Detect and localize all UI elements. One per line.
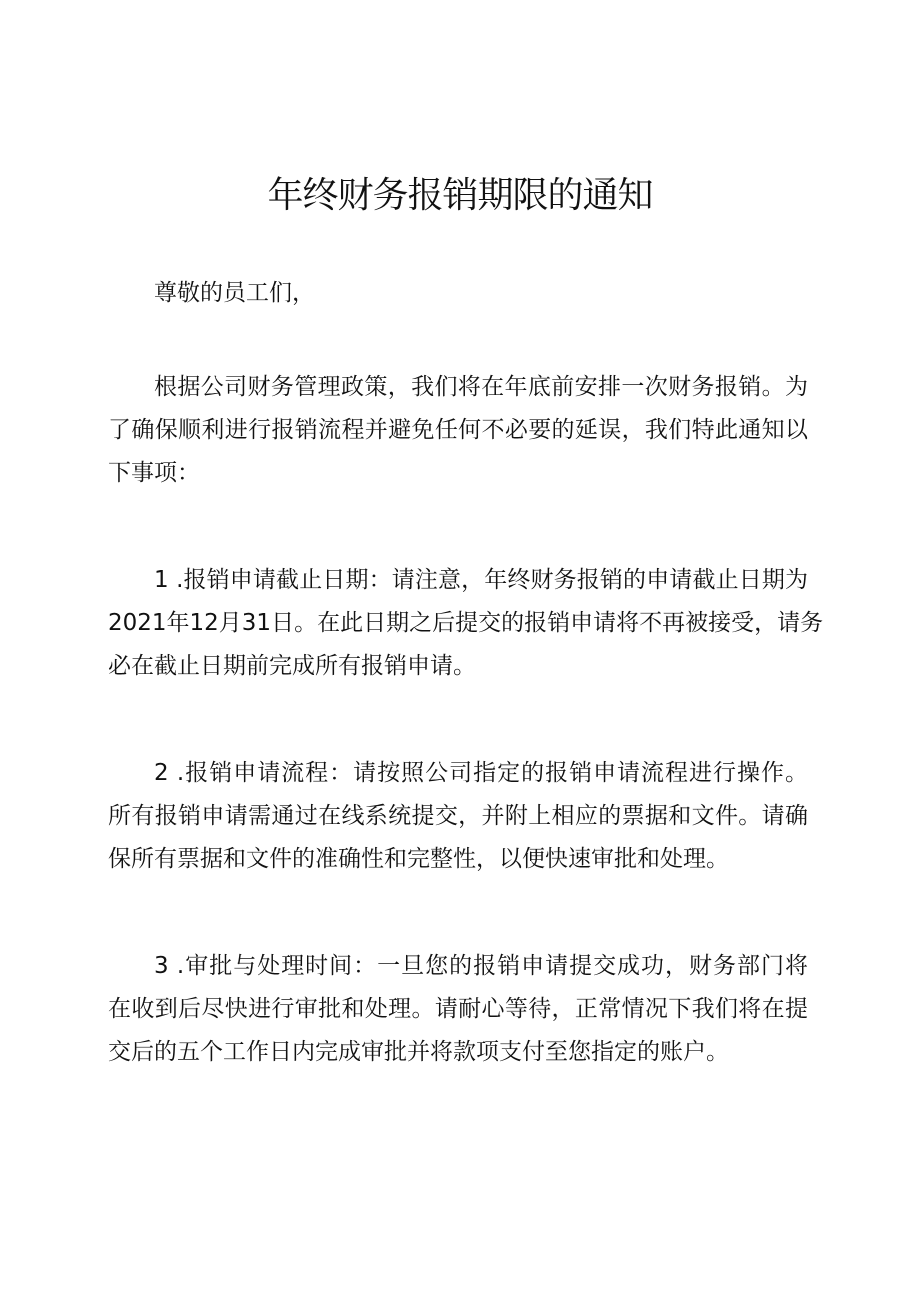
intro-line-3: 下事项： xyxy=(108,460,200,486)
item-1-paragraph xyxy=(108,559,824,688)
item-2-paragraph xyxy=(108,752,808,881)
intro-paragraph xyxy=(108,366,808,495)
item-1-line-1: 1 .报销申请截止日期：请注意，年终财务报销的申请截止日期为 xyxy=(154,567,808,593)
item-1-line-3: 必在截止日期前完成所有报销申请。 xyxy=(108,653,476,679)
greeting xyxy=(108,272,808,315)
document-title: 年终财务报销期限的通知 xyxy=(267,175,653,216)
item-3-line-3: 交后的五个工作日内完成审批并将款项支付至您指定的账户。 xyxy=(108,1039,729,1065)
greeting-line: 尊敬的员工们， xyxy=(154,280,315,306)
item-2-line-1: 2 .报销申请流程：请按照公司指定的报销申请流程进行操作。 xyxy=(154,760,808,786)
item-3-paragraph xyxy=(108,945,808,1074)
item-3-line-1: 3 .审批与处理时间：一旦您的报销申请提交成功，财务部门将 xyxy=(154,953,808,979)
item-1-line-2: 2021年12月31日。在此日期之后提交的报销申请将不再被接受，请务 xyxy=(108,610,824,636)
item-2-line-3: 保所有票据和文件的准确性和完整性，以便快速审批和处理。 xyxy=(108,846,729,872)
item-2-line-2: 所有报销申请需通过在线系统提交，并附上相应的票据和文件。请确 xyxy=(108,803,808,829)
intro-line-2: 了确保顺利进行报销流程并避免任何不必要的延误，我们特此通知以 xyxy=(108,417,808,443)
intro-line-1: 根据公司财务管理政策，我们将在年底前安排一次财务报销。为 xyxy=(154,374,808,400)
item-3-line-2: 在收到后尽快进行审批和处理。请耐心等待，正常情况下我们将在提 xyxy=(108,996,808,1022)
